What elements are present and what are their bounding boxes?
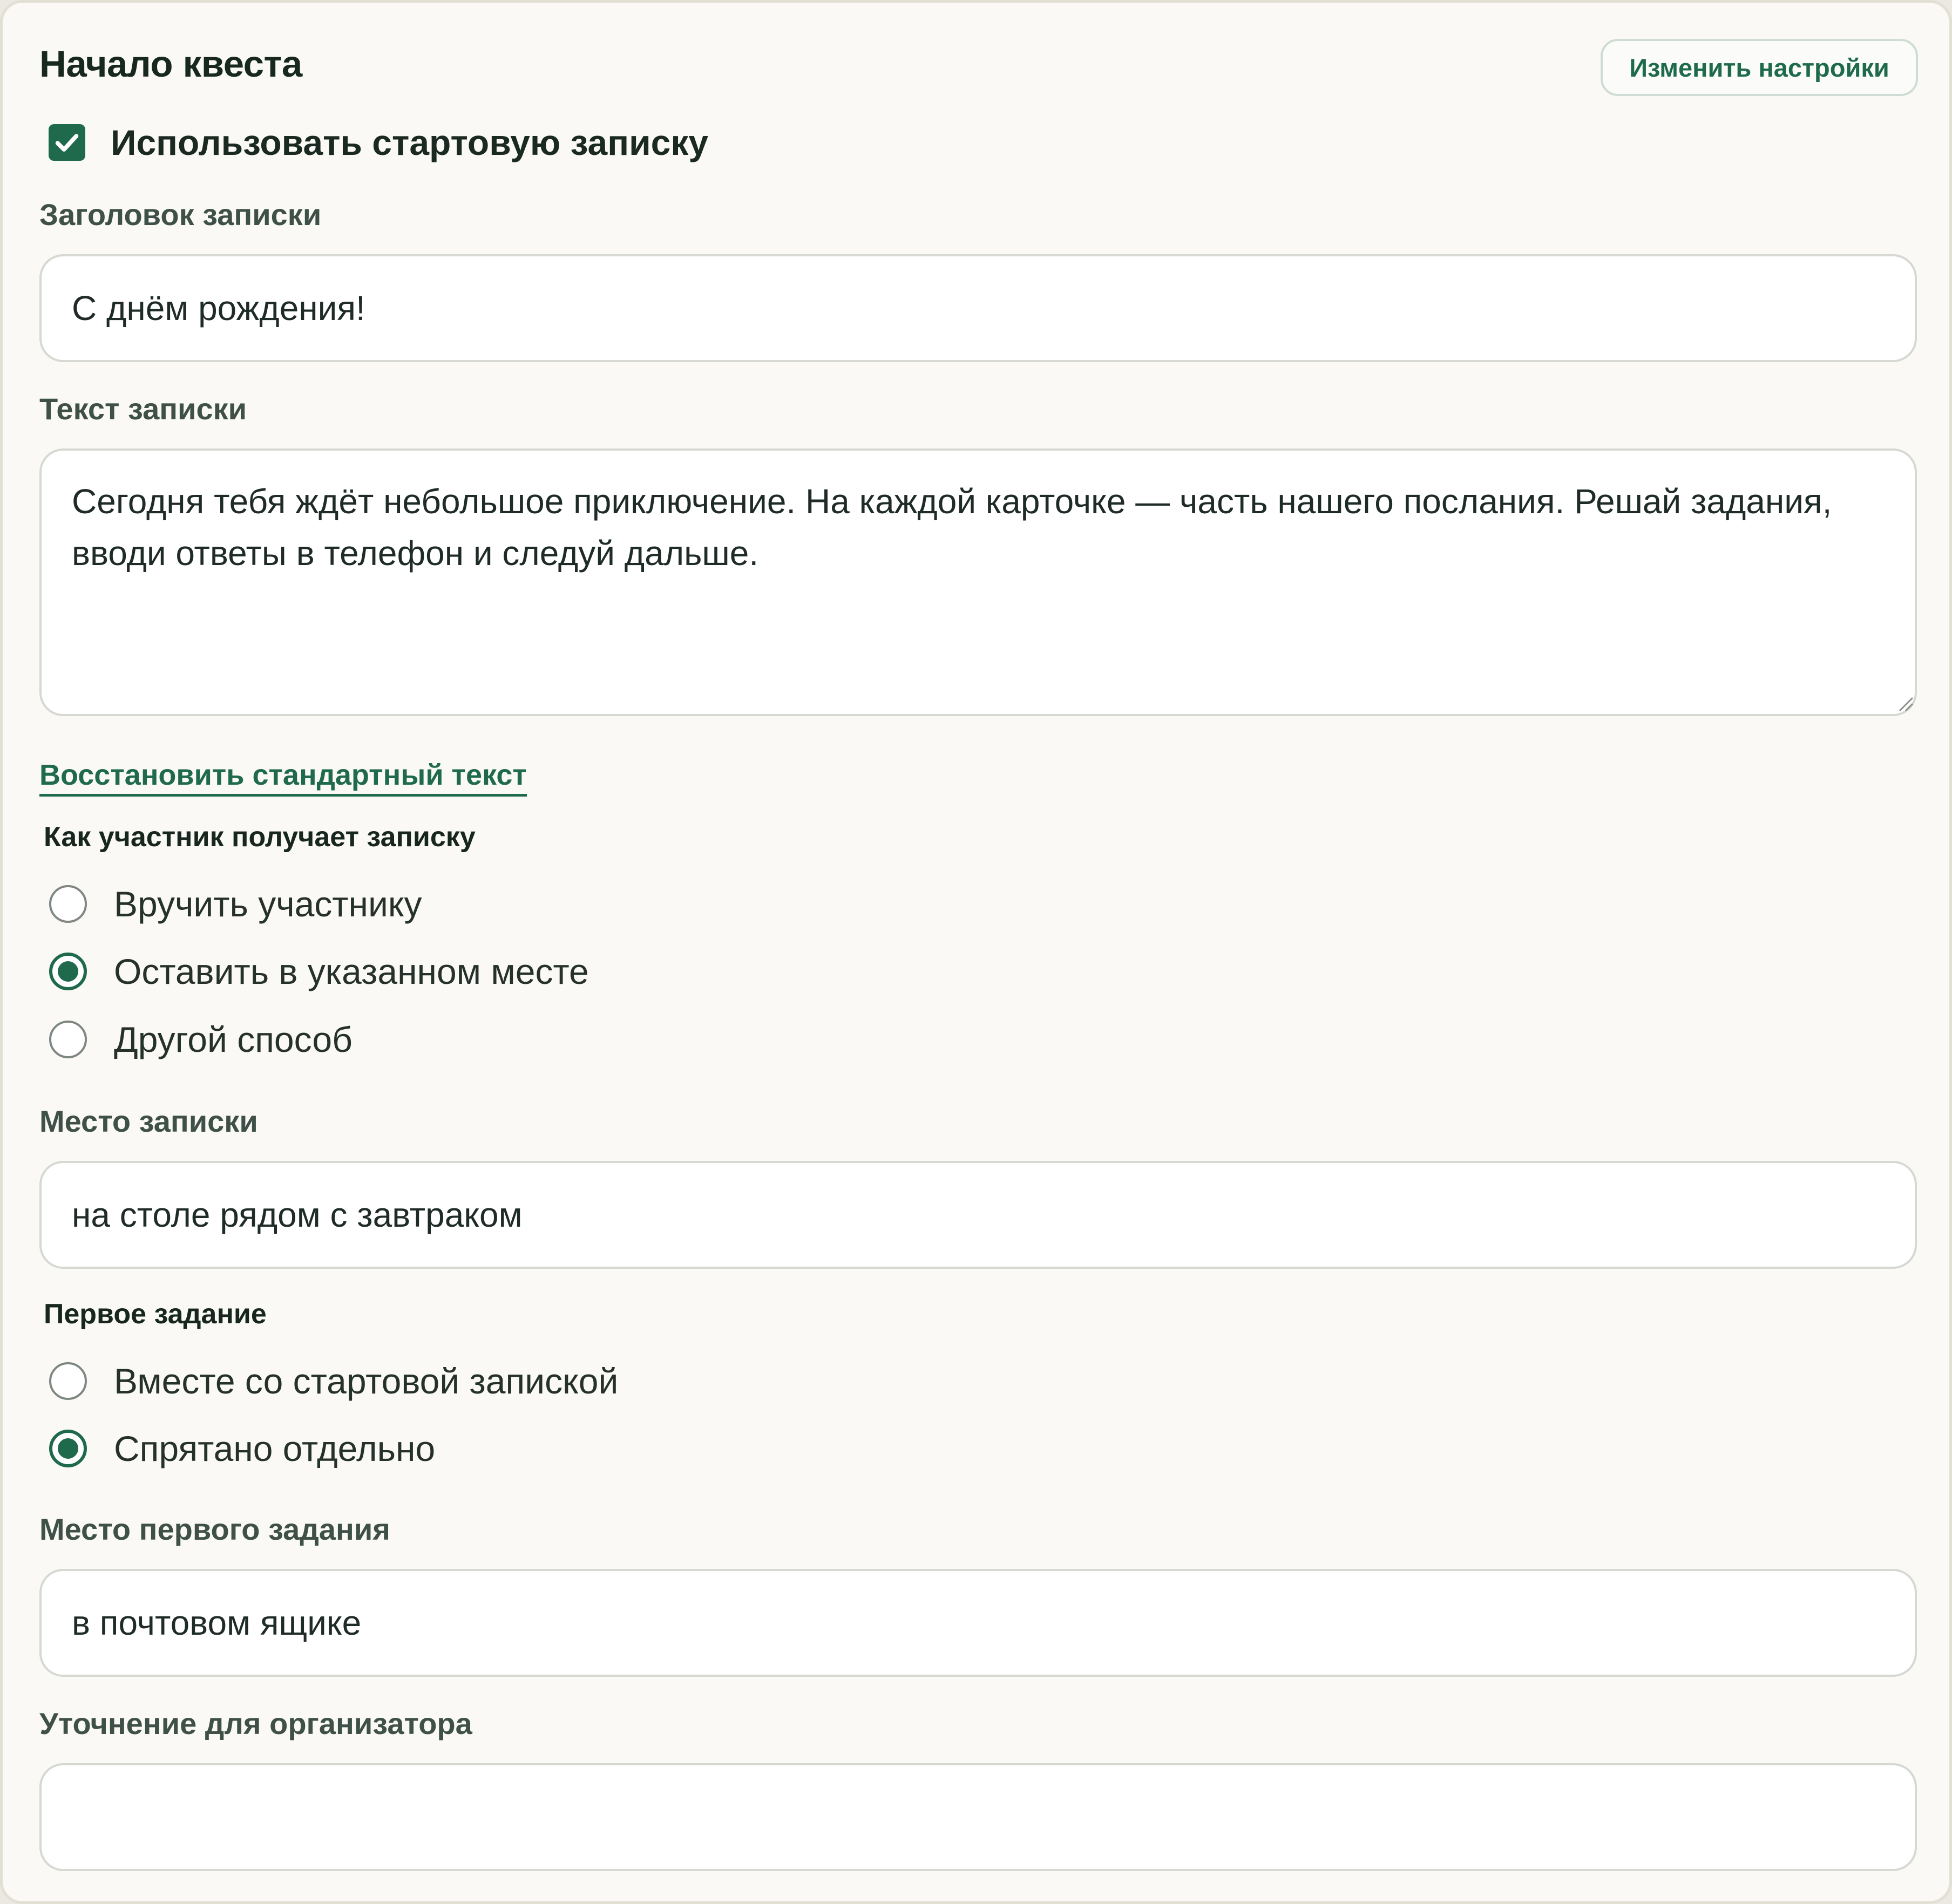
organizer-note-input[interactable] — [39, 1763, 1917, 1871]
note-text-label: Текст записки — [39, 392, 247, 426]
radio-option-hand-over[interactable] — [49, 880, 422, 928]
resize-handle-icon[interactable] — [1897, 696, 1914, 712]
first-task-place-label: Место первого задания — [39, 1512, 390, 1546]
radio-button[interactable] — [49, 1362, 87, 1400]
radio-option-with-start-note[interactable] — [49, 1357, 618, 1405]
first-task-place-input[interactable] — [39, 1569, 1917, 1677]
radio-label: Вместе со стартовой запиской — [114, 1361, 619, 1401]
radio-button-selected[interactable] — [49, 953, 87, 990]
change-settings-button[interactable]: Изменить настройки — [1601, 39, 1918, 96]
use-start-note-label: Использовать стартовую записку — [111, 123, 709, 162]
note-title-label: Заголовок записки — [39, 198, 322, 232]
radio-label: Вручить участнику — [114, 884, 422, 924]
restore-default-text-link[interactable]: Восстановить стандартный текст — [39, 758, 527, 797]
radio-option-other-way[interactable] — [49, 1015, 353, 1064]
radio-label: Оставить в указанном месте — [114, 951, 589, 991]
delivery-method-label: Как участник получает записку — [44, 821, 476, 853]
check-icon — [53, 128, 81, 157]
note-place-label: Место записки — [39, 1104, 258, 1138]
organizer-note-label: Уточнение для организатора — [39, 1706, 472, 1740]
note-title-input[interactable] — [39, 254, 1917, 362]
card-title: Начало квеста — [39, 43, 302, 85]
radio-label: Другой способ — [114, 1019, 353, 1059]
use-start-note-checkbox[interactable] — [49, 124, 85, 161]
radio-button-selected[interactable] — [49, 1430, 87, 1467]
first-task-label: Первое задание — [44, 1298, 267, 1330]
radio-button[interactable] — [49, 885, 87, 923]
note-place-input[interactable] — [39, 1161, 1917, 1269]
radio-label: Спрятано отдельно — [114, 1429, 436, 1468]
radio-option-leave-at-place[interactable] — [49, 947, 589, 996]
note-text-textarea[interactable] — [39, 448, 1917, 716]
radio-button[interactable] — [49, 1021, 87, 1058]
radio-option-hidden-separately[interactable] — [49, 1424, 435, 1473]
